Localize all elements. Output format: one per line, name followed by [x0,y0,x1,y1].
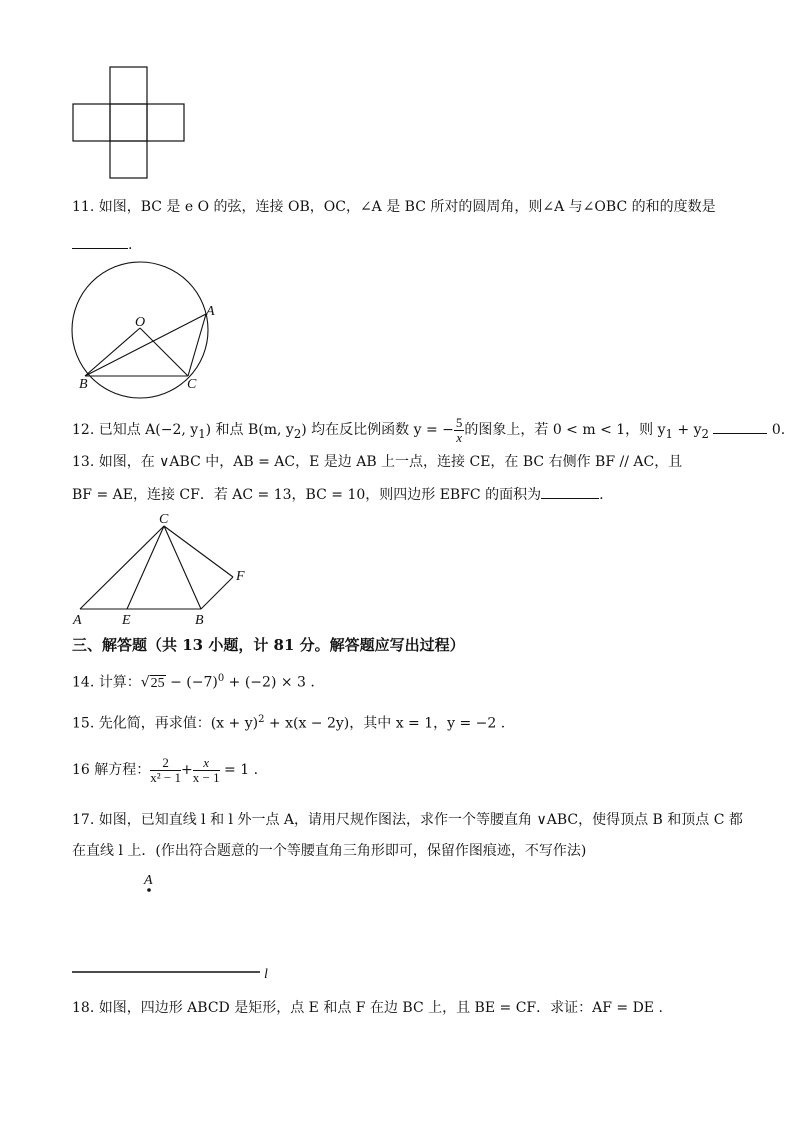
q16-f2-den: x − 1 [192,769,220,785]
net-square-top [110,67,147,104]
point-a [147,888,151,892]
q18-line: 18. 如图，四边形 ABCD 是矩形，点 E 和点 F 在边 BC 上，且 BE = CF．求证：AF = DE . [72,1000,663,1016]
q12-sub1: 1 [198,426,206,441]
net-square-center [110,104,147,141]
q11-circle-figure [60,255,230,395]
label-c: C [159,512,169,527]
label-a: A [144,873,153,888]
q16-fraction-1 [150,756,181,785]
segment-bf [201,577,233,609]
q16-tail: = 1 . [219,762,259,778]
label-b: B [195,613,204,628]
label-e: E [122,613,131,628]
label-o: O [135,315,146,330]
q14-prefix: 14. 计算： [72,674,141,691]
q12-line: 12. 已知点 A(−2, $y_1$) 和点 B(m, $y_2$) 均在反比例函数 y = − $\frac{5}{x}$ 的图象上，若 0 < m < 1，则 $y_1 + y_2$ 0. [72,414,786,445]
segment-ac [80,526,164,609]
label-b: B [79,377,88,392]
cross-net-figure [70,65,190,180]
label-l: l [264,967,268,982]
q13-answer-blank[interactable] [541,484,599,499]
label-f: F [236,569,245,584]
q12-mid4: + y [672,422,702,438]
q14-tail: + (−2) × 3 . [224,674,315,691]
segment-ec [127,526,164,609]
q16-prefix: 16 解方程： [72,762,151,778]
q12-sub2: 2 [293,426,302,441]
q12-fraction [454,416,465,445]
q14-after-sqrt: − (−7) [165,674,218,691]
q14-line: 14. 计算：$√25 - (-7)^0 + (-2) \times 3$ . [72,673,315,691]
q14-exp: 0 [217,673,225,684]
q17-figure [70,868,280,983]
q16-line [72,752,258,788]
q11-line1: 11. 如图，BC 是 e O 的弦，连接 OB，OC，∠A 是 BC 所对的圆周角，则∠A 与∠OBC 的和的度数是 [72,199,716,215]
q12-end: 0. [767,422,786,438]
q13-line1: 13. 如图，在 ∨ABC 中，AB = AC，E 是边 AB 上一点，连接 CE，在 BC 右侧作 BF // AC，且 [72,454,683,470]
q16-f1-den: x² − 1 [150,769,181,785]
net-square-bottom [110,141,147,178]
q13-line2-text: BF = AE，连接 CF．若 AC = 13，BC = 10，则四边形 EBFC 的面积为 [72,487,542,503]
q12-answer-blank[interactable] [713,419,767,434]
q15-prefix: 15. 先化简，再求值：(x + y) [72,715,259,732]
q12-mid2: ) 均在反比例函数 y = − [301,422,454,438]
q12-prefix: 12. 已知点 A(−2, y [72,422,199,438]
q12-mid3: 的图象上，若 0 < m < 1，则 y [464,422,666,438]
net-square-right [147,104,184,141]
q12-mid1: ) 和点 B(m, y [205,422,294,438]
q13-period: . [599,487,604,503]
label-a: A [206,304,215,319]
q17-line1: 17. 如图，已知直线 l 和 l 外一点 A，请用尺规作图法，求作一个等腰直角 ∨ABC，使得顶点 B 和顶点 C 都 [72,812,743,828]
q16-plus: + [181,762,193,778]
q17-line2: 在直线 l 上．(作出符合题意的一个等腰直角三角形即可，保留作图痕迹，不写作法) [72,843,587,859]
q15-line [72,711,505,733]
net-square-left [73,104,110,141]
q16-fraction-2 [193,756,220,785]
segment-cf [164,526,233,577]
q11-period: . [128,237,133,253]
segment-ba [85,314,206,376]
q13-line2 [72,484,604,504]
q16-f1-num: 2 [150,756,181,771]
label-a: A [73,613,82,628]
q11-line2 [72,234,132,254]
label-c: C [187,377,197,392]
q12-frac-num: 5 [455,414,463,430]
q15-exp: 2 [258,714,265,725]
q15-tail: + x(x − 2y)，其中 x = 1，y = −2 . [264,715,506,732]
segment-bc [164,526,201,609]
q12-frac-den: x [456,429,463,445]
q13-triangle-figure [70,508,260,633]
q14-sqrt-arg: 25 [150,675,165,691]
section3-heading: 三、解答题（共 13 小题，计 81 分。解答题应写出过程） [72,636,465,654]
q11-answer-blank[interactable] [72,234,128,249]
q16-f2-num: x [193,756,220,771]
